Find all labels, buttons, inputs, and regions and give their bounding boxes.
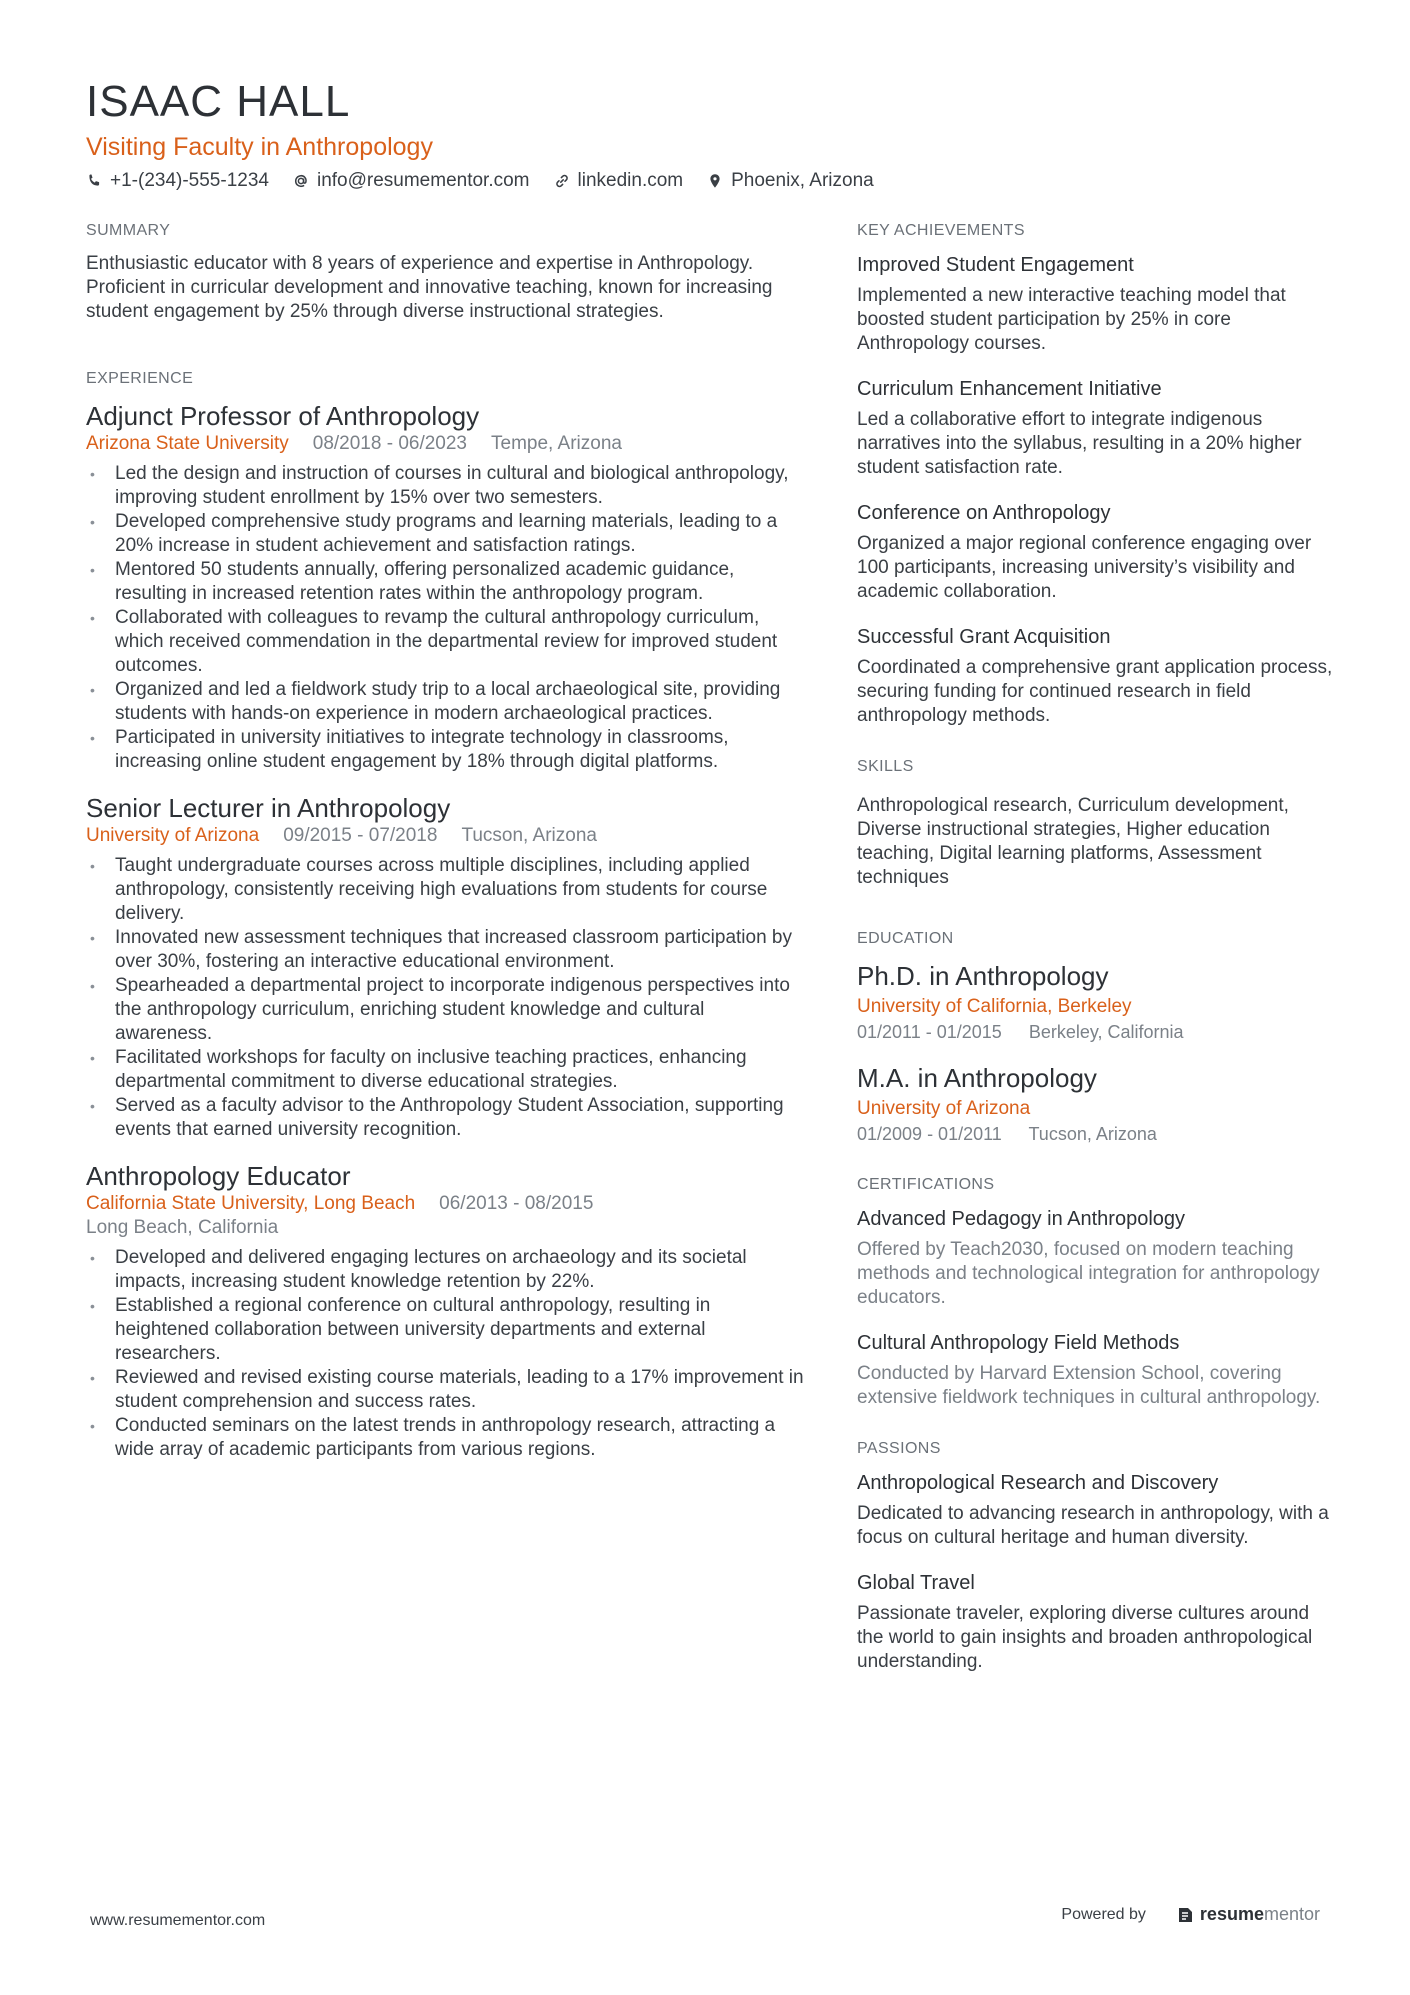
job-bullets bbox=[86, 462, 806, 774]
job-title: Adjunct Professor of Anthropology bbox=[86, 401, 480, 431]
job-bullet: • Served as a faculty advisor to the Anthropology Student Association, supporting events that earned university recognition. bbox=[86, 1094, 806, 1142]
job-bullet: • Facilitated workshops for faculty on inclusive teaching practices, enhancing departmental commitment to diverse educational strategies. bbox=[86, 1046, 806, 1094]
contact-phone[interactable] bbox=[86, 170, 269, 192]
phone-text: +1-(234)-555-1234 bbox=[110, 170, 269, 191]
education-heading: EDUCATION bbox=[857, 930, 954, 947]
location-text: Phoenix, Arizona bbox=[731, 170, 874, 191]
passion-item bbox=[857, 1470, 1337, 1550]
certification-title: Advanced Pedagogy in Anthropology bbox=[857, 1208, 1186, 1230]
job-dates: 09/2015 - 07/2018 bbox=[283, 825, 438, 846]
education-school: University of Arizona bbox=[857, 1098, 1031, 1119]
footer-branding bbox=[1061, 1904, 1320, 1925]
job-bullet: • Established a regional conference on cultural anthropology, resulting in heightened collaboration between university departments and external researchers. bbox=[86, 1294, 806, 1366]
summary-text: Enthusiastic educator with 8 years of experience and expertise in Anthropology. Proficient in curricular development and innovative teaching, known for increasing student engagement by 25% through diverse instructional strategies. bbox=[86, 253, 773, 322]
link-icon bbox=[554, 173, 570, 189]
achievement-title: Curriculum Enhancement Initiative bbox=[857, 378, 1162, 400]
achievement-item bbox=[857, 624, 1337, 728]
job-organization: University of Arizona bbox=[86, 825, 260, 846]
left-column bbox=[86, 222, 806, 1480]
certification-item bbox=[857, 1330, 1337, 1410]
job-bullet: • Participated in university initiatives to integrate technology in classrooms, increasing online student engagement by 18% through digital platforms. bbox=[86, 726, 806, 774]
job-location: Tempe, Arizona bbox=[491, 433, 622, 454]
job-bullet: • Organized and led a fieldwork study trip to a local archaeological site, providing students with hands-on experience in modern archaeological practices. bbox=[86, 678, 806, 726]
job-entry bbox=[86, 1160, 806, 1462]
experience-section bbox=[86, 370, 806, 1462]
achievement-item bbox=[857, 376, 1337, 480]
education-item bbox=[857, 1062, 1337, 1146]
job-bullets bbox=[86, 854, 806, 1142]
passion-title: Anthropological Research and Discovery bbox=[857, 1472, 1219, 1494]
job-location: Tucson, Arizona bbox=[461, 825, 597, 846]
job-bullet: • Taught undergraduate courses across multiple disciplines, including applied anthropology, consistently receiving high evaluations from students for course delivery. bbox=[86, 854, 806, 926]
achievement-title: Successful Grant Acquisition bbox=[857, 626, 1111, 648]
education-location: Berkeley, California bbox=[1028, 1022, 1184, 1042]
passion-description: Passionate traveler, exploring diverse cultures around the world to gain insights and broaden anthropological understanding. bbox=[857, 1603, 1313, 1672]
job-meta-second-line bbox=[86, 1216, 806, 1240]
job-bullets bbox=[86, 1246, 806, 1462]
achievement-description: Organized a major regional conference engaging over 100 participants, increasing university’s visibility and academic collaboration. bbox=[857, 533, 1312, 602]
job-entry bbox=[86, 400, 806, 774]
email-text: info@resumementor.com bbox=[316, 170, 530, 191]
job-meta bbox=[86, 1192, 806, 1216]
job-title: Senior Lecturer in Anthropology bbox=[86, 793, 451, 823]
achievement-item bbox=[857, 500, 1337, 604]
education-dates: 01/2009 - 01/2011 bbox=[857, 1124, 1002, 1144]
certifications-section bbox=[857, 1176, 1337, 1410]
job-location: Long Beach, California bbox=[86, 1217, 279, 1238]
skills-text: Anthropological research, Curriculum development, Diverse instructional strategies, Higher education teaching, Digital learning platforms, Assessment techniques bbox=[857, 795, 1289, 888]
education-dates: 01/2011 - 01/2015 bbox=[857, 1022, 1002, 1042]
job-bullet: • Developed comprehensive study programs and learning materials, leading to a 20% increase in student achievement and satisfaction ratings. bbox=[86, 510, 806, 558]
passions-heading: PASSIONS bbox=[857, 1440, 941, 1457]
education-degree: M.A. in Anthropology bbox=[857, 1063, 1097, 1093]
achievement-title: Conference on Anthropology bbox=[857, 502, 1111, 524]
skills-heading: SKILLS bbox=[857, 758, 914, 775]
contact-location bbox=[707, 170, 874, 192]
achievement-description: Led a collaborative effort to integrate indigenous narratives into the syllabus, resulting in a 20% higher student satisfaction rate. bbox=[857, 409, 1302, 478]
resume-header bbox=[86, 76, 1324, 192]
achievement-title: Improved Student Engagement bbox=[857, 254, 1134, 276]
brand-name-light: mentor bbox=[1263, 1904, 1320, 1924]
contact-bar bbox=[86, 170, 1324, 192]
location-pin-icon bbox=[707, 173, 723, 189]
job-title: Anthropology Educator bbox=[86, 1161, 351, 1191]
candidate-name: ISAAC HALL bbox=[86, 77, 351, 126]
achievements-section bbox=[857, 222, 1337, 728]
resumementor-logo-icon bbox=[1176, 1906, 1194, 1924]
certification-description: Offered by Teach2030, focused on modern teaching methods and technological integration for anthropology educators. bbox=[857, 1239, 1320, 1308]
summary-heading: SUMMARY bbox=[86, 222, 171, 239]
at-icon bbox=[293, 173, 309, 189]
contact-email[interactable] bbox=[293, 170, 530, 192]
brand-logo[interactable] bbox=[1176, 1904, 1320, 1925]
job-bullet: • Led the design and instruction of courses in cultural and biological anthropology, improving student enrollment by 15% over two semesters. bbox=[86, 462, 806, 510]
certification-item bbox=[857, 1206, 1337, 1310]
achievement-description: Implemented a new interactive teaching model that boosted student participation by 25% in core Anthropology courses. bbox=[857, 285, 1286, 354]
achievements-heading: KEY ACHIEVEMENTS bbox=[857, 222, 1025, 239]
right-column bbox=[857, 222, 1337, 1694]
job-bullet: • Spearheaded a departmental project to incorporate indigenous perspectives into the anthropology curriculum, enriching student knowledge and cultural awareness. bbox=[86, 974, 806, 1046]
powered-by-label: Powered by bbox=[1061, 1905, 1146, 1923]
job-bullet: • Reviewed and revised existing course materials, leading to a 17% improvement in student comprehension and success rates. bbox=[86, 1366, 806, 1414]
certifications-heading: CERTIFICATIONS bbox=[857, 1176, 995, 1193]
job-bullet: • Developed and delivered engaging lectures on archaeology and its societal impacts, increasing student knowledge retention by 22%. bbox=[86, 1246, 806, 1294]
education-school: University of California, Berkeley bbox=[857, 996, 1132, 1017]
education-degree: Ph.D. in Anthropology bbox=[857, 961, 1109, 991]
phone-icon bbox=[86, 173, 102, 189]
job-bullet: • Collaborated with colleagues to revamp the cultural anthropology curriculum, which received commendation in the departmental review for improved student outcomes. bbox=[86, 606, 806, 678]
linkedin-text: linkedin.com bbox=[577, 170, 684, 191]
skills-section bbox=[857, 758, 1337, 890]
certification-title: Cultural Anthropology Field Methods bbox=[857, 1332, 1180, 1354]
brand-name-bold: resume bbox=[1199, 1904, 1264, 1924]
education-section bbox=[857, 930, 1337, 1146]
job-bullet: • Innovated new assessment techniques that increased classroom participation by over 30%, fostering an interactive educational environment. bbox=[86, 926, 806, 974]
education-item bbox=[857, 960, 1337, 1044]
passion-item bbox=[857, 1570, 1337, 1674]
achievement-description: Coordinated a comprehensive grant application process, securing funding for continued research in field anthropology methods. bbox=[857, 657, 1333, 726]
contact-linkedin[interactable] bbox=[554, 170, 684, 192]
certification-description: Conducted by Harvard Extension School, covering extensive fieldwork techniques in cultural anthropology. bbox=[857, 1363, 1321, 1408]
summary-section bbox=[86, 222, 806, 324]
job-bullet: • Conducted seminars on the latest trends in anthropology research, attracting a wide array of academic participants from various regions. bbox=[86, 1414, 806, 1462]
job-dates: 08/2018 - 06/2023 bbox=[312, 433, 467, 454]
education-meta bbox=[857, 1020, 1337, 1044]
job-entry bbox=[86, 792, 806, 1142]
candidate-title: Visiting Faculty in Anthropology bbox=[86, 133, 433, 161]
footer-website[interactable]: www.resumementor.com bbox=[90, 1912, 266, 1929]
education-meta bbox=[857, 1122, 1337, 1146]
passion-title: Global Travel bbox=[857, 1572, 975, 1594]
job-meta bbox=[86, 432, 806, 456]
job-organization: California State University, Long Beach bbox=[86, 1193, 416, 1214]
job-meta bbox=[86, 824, 806, 848]
job-bullet: • Mentored 50 students annually, offering personalized academic guidance, resulting in increased retention rates within the anthropology program. bbox=[86, 558, 806, 606]
passions-section bbox=[857, 1440, 1337, 1674]
experience-heading: EXPERIENCE bbox=[86, 370, 194, 387]
passion-description: Dedicated to advancing research in anthropology, with a focus on cultural heritage and human diversity. bbox=[857, 1503, 1329, 1548]
job-organization: Arizona State University bbox=[86, 433, 289, 454]
education-location: Tucson, Arizona bbox=[1028, 1124, 1157, 1144]
achievement-item bbox=[857, 252, 1337, 356]
job-dates: 06/2013 - 08/2015 bbox=[439, 1193, 594, 1214]
